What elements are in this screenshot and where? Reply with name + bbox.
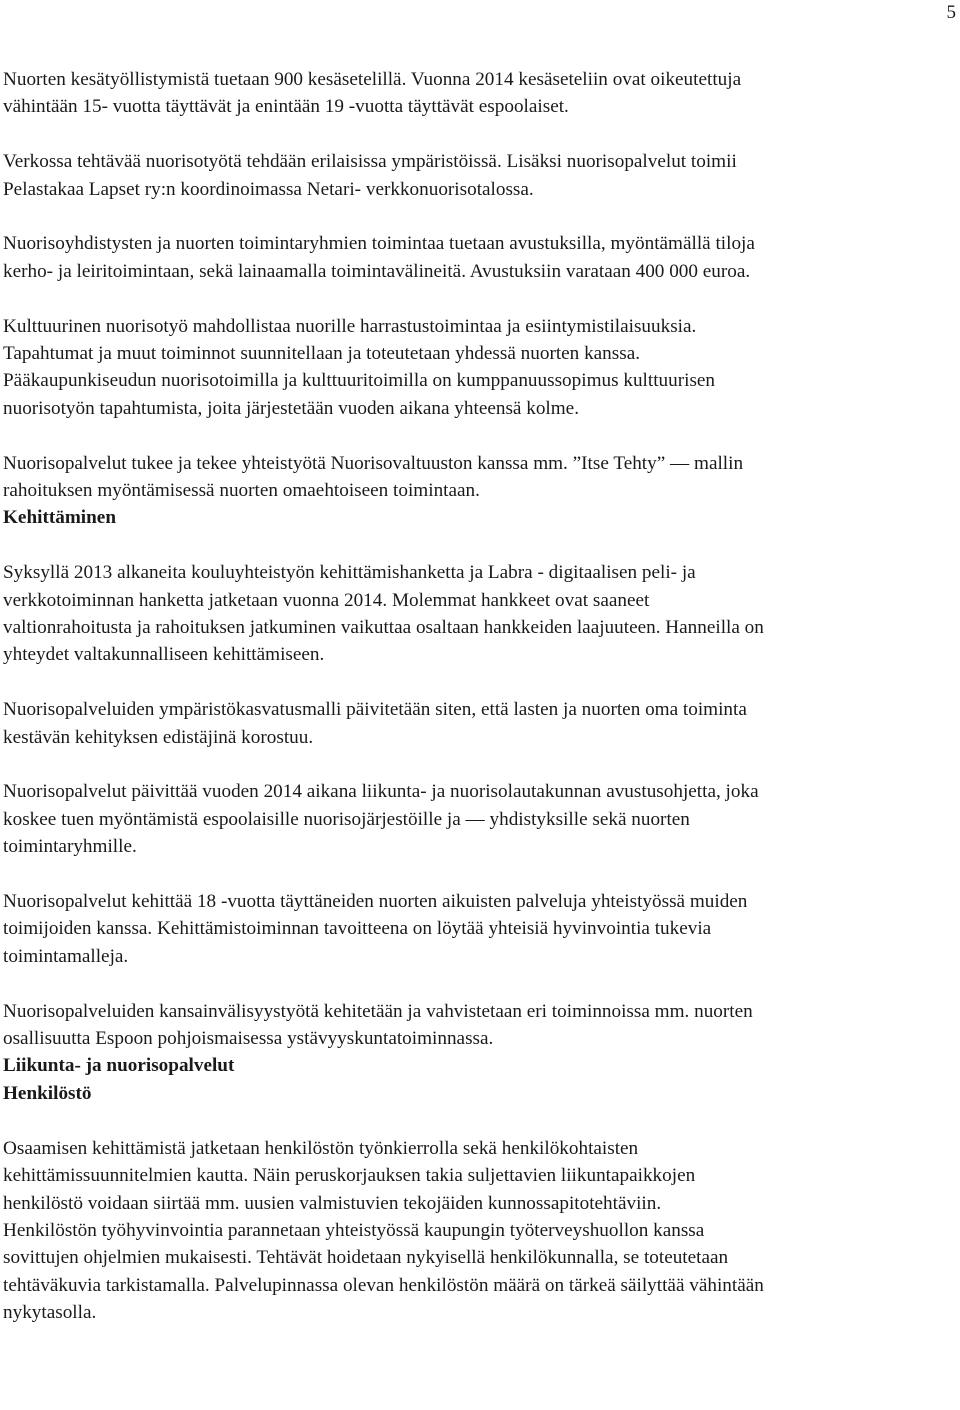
text-line: toimintamalleja. — [3, 945, 129, 967]
paragraph-online-youth-work — [3, 148, 953, 203]
paragraph-young-adults — [3, 888, 953, 970]
text-line: rahoituksen myöntämisessä nuorten omaehtoiseen toimintaan. — [3, 480, 480, 502]
text-line: Nuorten kesätyöllistymistä tuetaan 900 kesäsetelillä. Vuonna 2014 kesäseteliin ovat oikeutettuja — [3, 69, 742, 90]
paragraph-personnel — [3, 1135, 953, 1327]
text-line: koskee tuen myöntämistä espoolaisille nuorisojärjestöille ja — yhdistyksille sekä nuorten — [3, 808, 690, 830]
text-line: sovittujen ohjelmien mukaisesti. Tehtävät hoidetaan nykyisellä henkilökunnalla, se toteutetaan — [3, 1247, 729, 1269]
text-line: nuorisotyön tapahtumista, joita järjestetään vuoden aikana yhteensä kolme. — [3, 397, 579, 419]
text-line: henkilöstö voidaan siirtää mm. uusien valmistuvien tekojäiden kunnossapitotehtäviin. — [3, 1192, 662, 1214]
text-line: Nuorisopalvelut kehittää 18 -vuotta täyttäneiden nuorten aikuisten palveluja yhteistyössä muiden — [3, 891, 748, 913]
text-line: Henkilöstön työhyvinvointia parannetaan yhteistyössä kaupungin työterveyshuollon kanssa — [3, 1219, 705, 1241]
text-line: Osaamisen kehittämistä jatketaan henkilöstön työnkierrolla sekä henkilökohtaisten — [3, 1137, 639, 1159]
text-line: Pelastakaa Lapset ry:n koordinoimassa Netari- verkkonuorisotalossa. — [3, 178, 534, 200]
text-line: osallisuutta Espoon pohjoismaisessa ystävyyskuntatoiminnassa. — [3, 1028, 494, 1050]
section-heading-development: Kehittäminen — [3, 507, 116, 529]
text-line: Nuorisopalvelut tukee ja tekee yhteistyötä Nuorisovaltuuston kanssa mm. ”Itse Tehty” — mallin — [3, 452, 744, 474]
section-heading-sports-youth-services: Liikunta- ja nuorisopalvelut — [3, 1055, 235, 1077]
paragraph-cultural-youth-work — [3, 313, 953, 423]
text-line: yhteydet valtakunnalliseen kehittämiseen. — [3, 644, 325, 666]
paragraph-summer-vouchers — [3, 66, 953, 121]
text-line: kehittämissuunnitelmien kautta. Näin peruskorjauksen takia suljettavien liikuntapaikkojen — [3, 1165, 696, 1187]
text-line: kerho- ja leiritoimintaan, sekä lainaamalla toimintavälineitä. Avustuksiin varataan 400 000 euroa. — [3, 260, 751, 282]
paragraph-environmental-education — [3, 696, 953, 751]
text-line: toimintaryhmille. — [3, 836, 137, 858]
text-line: Nuorisoyhdistysten ja nuorten toimintaryhmien toimintaa tuetaan avustuksilla, myöntämällä tiloja — [3, 233, 755, 255]
text-line: Nuorisopalvelut päivittää vuoden 2014 aikana liikunta- ja nuorisolautakunnan avustusohjetta, joka — [3, 781, 759, 803]
text-line: Nuorisopalveluiden ympäristökasvatusmalli päivitetään siten, että lasten ja nuorten oma toiminta — [3, 699, 747, 721]
text-line: valtionrahoitusta ja rahoituksen jatkuminen vaikuttaa osaltaan hankkeiden laajuuteen. Hanneilla on — [3, 617, 764, 639]
text-line: kestävän kehityksen edistäjinä korostuu. — [3, 726, 314, 748]
text-line: Pääkaupunkiseudun nuorisotoimilla ja kulttuuritoimilla on kumppanuussopimus kulttuurisen — [3, 370, 716, 392]
text-line: verkkotoiminnan hanketta jatketaan vuonna 2014. Molemmat hankkeet ovat saaneet — [3, 589, 650, 611]
document-body — [3, 66, 953, 1327]
text-line: Nuorisopalveluiden kansainvälisyystyötä kehitetään ja vahvistetaan eri toiminnoissa mm. nuorten — [3, 1000, 753, 1022]
paragraph-youth-council — [3, 450, 953, 505]
text-line: toimijoiden kanssa. Kehittämistoiminnan tavoitteena on löytää yhteisiä hyvinvointia tukevia — [3, 918, 712, 940]
paragraph-school-projects — [3, 559, 953, 669]
text-line: Syksyllä 2013 alkaneita kouluyhteistyön kehittämishanketta ja Labra - digitaalisen peli- ja — [3, 562, 696, 584]
paragraph-grants — [3, 230, 953, 285]
text-line: tehtäväkuvia tarkistamalla. Palvelupinnassa olevan henkilöstön määrä on tärkeä säilyttää vähintään — [3, 1274, 764, 1296]
paragraph-grant-guidelines — [3, 778, 953, 860]
text-line: vähintään 15- vuotta täyttävät ja enintään 19 -vuotta täyttävät espoolaiset. — [3, 96, 569, 118]
text-line: nykytasolla. — [3, 1302, 97, 1324]
section-heading-personnel: Henkilöstö — [3, 1082, 92, 1104]
text-line: Verkossa tehtävää nuorisotyötä tehdään erilaisissa ympäristöissä. Lisäksi nuorisopalvelut toimii — [3, 151, 737, 173]
text-line: Tapahtumat ja muut toiminnot suunnitellaan ja toteutetaan yhdessä nuorten kanssa. — [3, 343, 641, 365]
paragraph-international-work — [3, 998, 953, 1053]
page-number: 5 — [946, 2, 956, 23]
text-line: Kulttuurinen nuorisotyö mahdollistaa nuorille harrastustoimintaa ja esiintymistilaisuuksia. — [3, 315, 697, 337]
